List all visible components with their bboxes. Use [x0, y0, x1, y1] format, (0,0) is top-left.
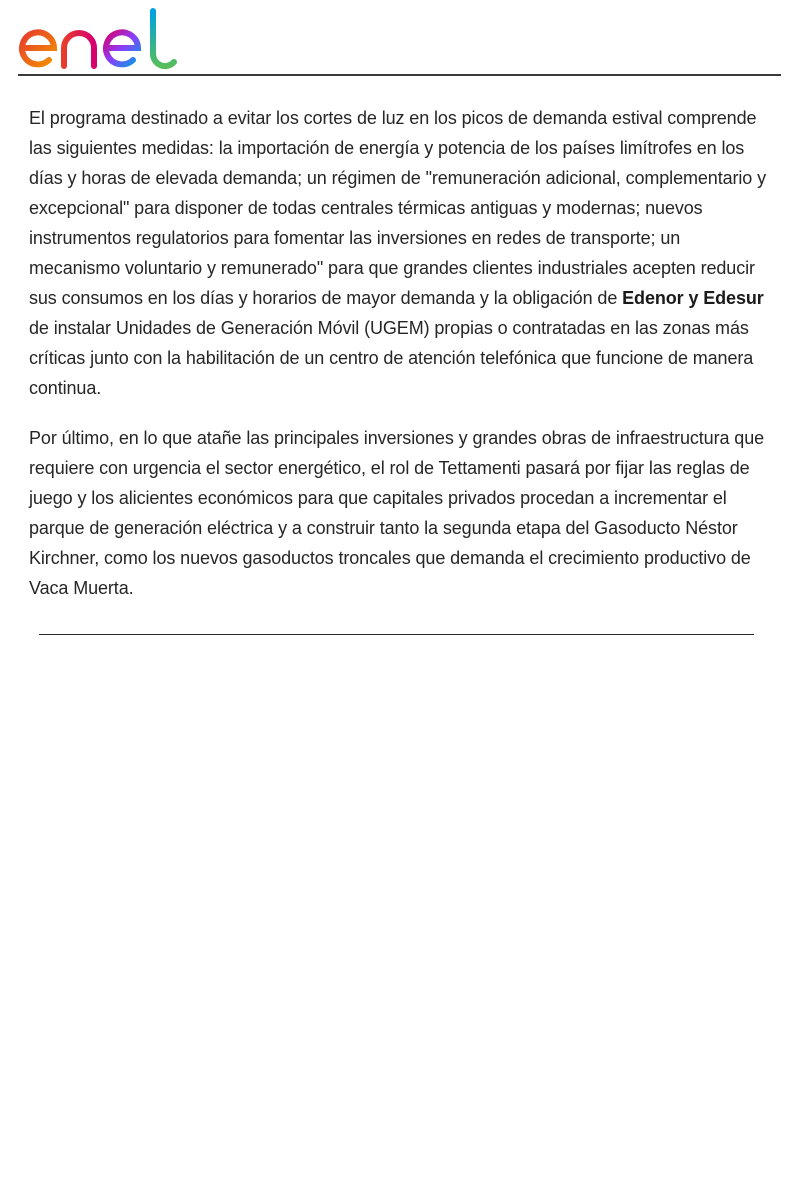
paragraph-1-text-a: El programa destinado a evitar los cortes de luz en los picos de demanda estival comprende las siguientes medidas: la importación de energía y potencia de los países limítrofes en los días y horas de elevada demanda; un régimen de "remuneración adicional, complementario y excepcional" para disponer de todas centrales térmicas antiguas y modernas; nuevos instrumentos regulatorios para fomentar las inversiones en redes de transporte; un mecanismo voluntario y remunerado" para que grandes clientes industriales acepten reducir sus consumos en los días y horarios de mayor demanda y la obligación de	[29, 108, 767, 308]
paragraph-1-text-b: de instalar Unidades de Generación Móvil (UGEM) propias o contratadas en las zonas más críticas junto con la habilitación de un centro de atención telefónica que funcione de manera continua.	[29, 318, 754, 398]
paragraph-2: Por último, en lo que atañe las principales inversiones y grandes obras de infraestructura que requiere con urgencia el sector energético, el rol de Tettamenti pasará por fijar las reglas de juego y los alicientes económicos para que capitales privados procedan a incrementar el parque de generación eléctrica y a construir tanto la segunda etapa del Gasoducto Néstor Kirchner, como los nuevos gasoductos troncales que demanda el crecimiento productivo de Vaca Muerta.	[29, 428, 765, 598]
section-divider	[39, 634, 754, 635]
paragraph-1-bold-companies: Edenor y Edesur	[622, 288, 764, 308]
article-body	[29, 103, 774, 623]
enel-logo-icon	[18, 8, 180, 70]
paragraph-1	[29, 103, 774, 403]
site-header	[18, 0, 781, 76]
enel-logo[interactable]	[18, 8, 180, 70]
